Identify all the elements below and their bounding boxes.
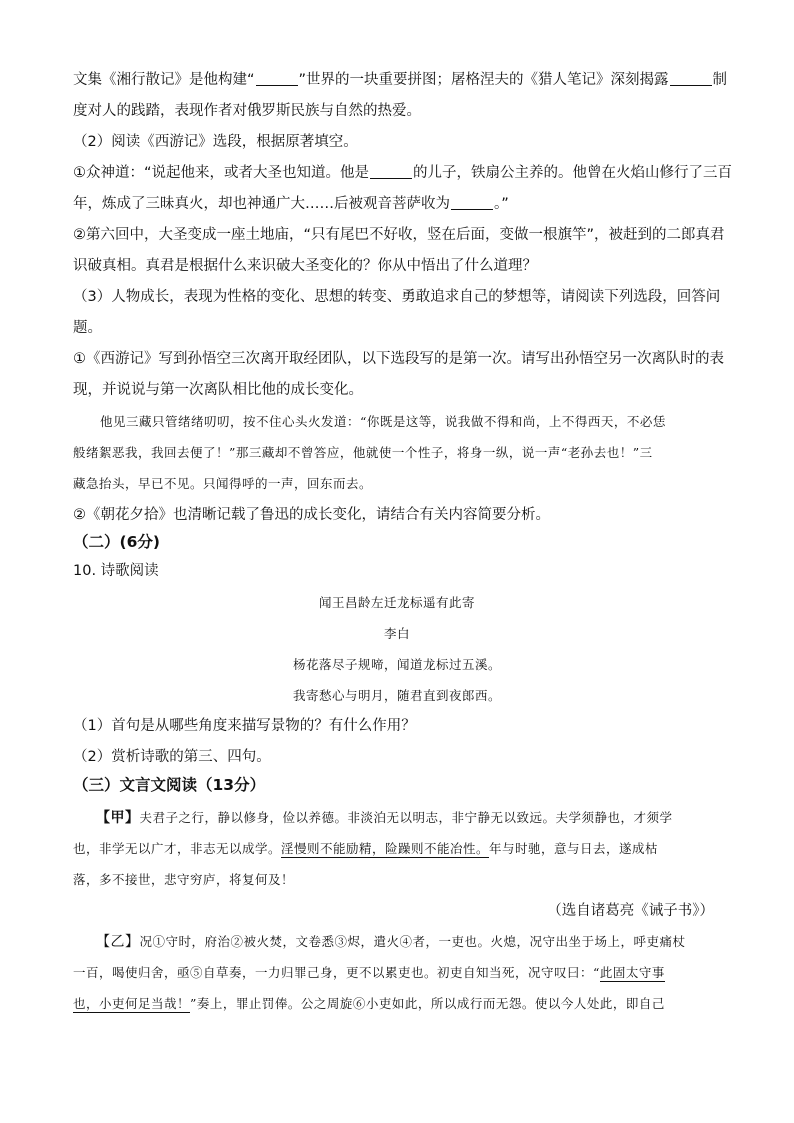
classical-text-line [96,932,686,952]
text-line [73,194,509,214]
passage-label-jia: 【甲】 [96,810,140,826]
poem-author: 李白 [383,626,410,641]
excerpt-line: 般绪絮恶我，我回去便了！”那三藏却不曾答应，他就使一个性子，将身一纵，说一声“老孙去也！”三 [73,445,653,460]
underlined-sentence: 也，小吏何足当哉！ [73,996,191,1011]
text-segment: 也，非学无以广才，非志无以成学。 [73,841,282,856]
underlined-sentence: 此固太守事 [599,965,665,980]
text-segment: ”奏上，罪止罚俸。公之周旋⑥小吏如此，所以成行而无怨。使以今人处此，即自己 [190,996,665,1011]
text-line: 识破真相。真君是根据什么来识破大圣变化的？你从中悟出了什么道理？ [73,258,537,274]
text-line: 题。 [73,320,102,336]
text-line: ②《朝花夕拾》也清晰记载了鲁迅的成长变化，请结合有关内容简要分析。 [73,507,550,523]
text-line: 现，并说说与第一次离队相比他的成长变化。 [73,382,363,398]
poem-title: 闻王昌龄左迁龙标遥有此寄 [318,595,475,610]
section-heading: （二）(6分) [73,533,160,551]
text-segment: 年，炼成了三昧真火，却也神通广大……后被观音菩萨收为 [73,196,450,212]
text-segment: 制 [712,72,728,88]
question-number: 10. 诗歌阅读 [73,563,159,579]
text-segment: 夫君子之行，静以修身，俭以养德。非淡泊无以明志，非宁静无以致远。夫学须静也，才须学 [139,810,673,825]
answer-blank[interactable] [256,71,298,86]
text-line: ①《西游记》写到孙悟空三次离开取经团队，以下选段写的是第一次。请写出孙悟空另一次离队时的表 [73,351,724,367]
text-segment: 。” [494,196,509,212]
section-heading: （三）文言文阅读（13分） [73,776,266,794]
excerpt-line: 藏急抬头，早已不见。只闻得呼的一声，回东而去。 [73,476,373,491]
text-segment: ”世界的一块重要拼图；屠格涅夫的《猎人笔记》深刻揭露 [298,72,669,88]
poem-line: 杨花落尽子规啼，闻道龙标过五溪。 [292,657,501,672]
excerpt-line: 他见三藏只管绪绪叨叨，按不住心头火发道：“你既是这等，说我做不得和尚，上不得西天，不必恁 [100,414,666,429]
answer-blank[interactable] [451,195,493,210]
subquestion-2: （2）阅读《西游记》选段，根据原著填空。 [73,134,358,150]
answer-blank[interactable] [370,164,412,179]
subquestion-3: （3）人物成长，表现为性格的变化、思想的转变、勇敢追求自己的梦想等，请阅读下列选段，回答问 [73,289,721,305]
answer-blank[interactable] [670,71,712,86]
classical-text-line [73,963,665,983]
underlined-sentence: 淫慢则不能励精，险躁则不能冶性。 [281,841,490,856]
text-segment: 况①守时，府治②被火焚，文卷悉③烬，遣火④者，一吏也。火熄，况守出坐于场上，呼吏痛杖 [139,934,686,949]
classical-text-line [73,994,665,1014]
poem-line: 我寄愁心与明月，随君直到夜郎西。 [292,688,501,703]
text-line [73,163,732,183]
text-segment: ①众神道：“说起他来，或者大圣也知道。他是 [73,165,370,181]
text-line [73,70,727,90]
text-line: 度对人的践踏，表现作者对俄罗斯民族与自然的热爱。 [73,103,421,119]
classical-text-line: 落，多不接世，悲守穷庐，将复何及！ [73,872,295,887]
classical-text-line [96,808,673,828]
text-segment: 年与时驰，意与日去，遂成枯 [489,841,659,856]
passage-label-yi: 【乙】 [96,934,140,950]
classical-text-line [73,839,658,859]
text-segment: 文集《湘行散记》是他构建“ [73,72,255,88]
text-segment: 一百，喝使归舍，亟⑤自草奏，一力归罪己身，更不以累吏也。初吏自知当死，况守叹曰：“ [73,965,600,980]
source-citation: （选自诸葛亮《诫子书》） [547,903,714,919]
subquestion-2: （2）赏析诗歌的第三、四句。 [73,749,271,765]
text-segment: 的儿子，铁扇公主养的。他曾在火焰山修行了三百 [413,165,733,181]
subquestion-1: （1）首句是从哪些角度来描写景物的？有什么作用？ [73,718,416,734]
text-line: ②第六回中，大圣变成一座土地庙，“只有尾巴不好收，竖在后面，变做一根旗竿”，被赶到的二郎真君 [73,227,725,243]
